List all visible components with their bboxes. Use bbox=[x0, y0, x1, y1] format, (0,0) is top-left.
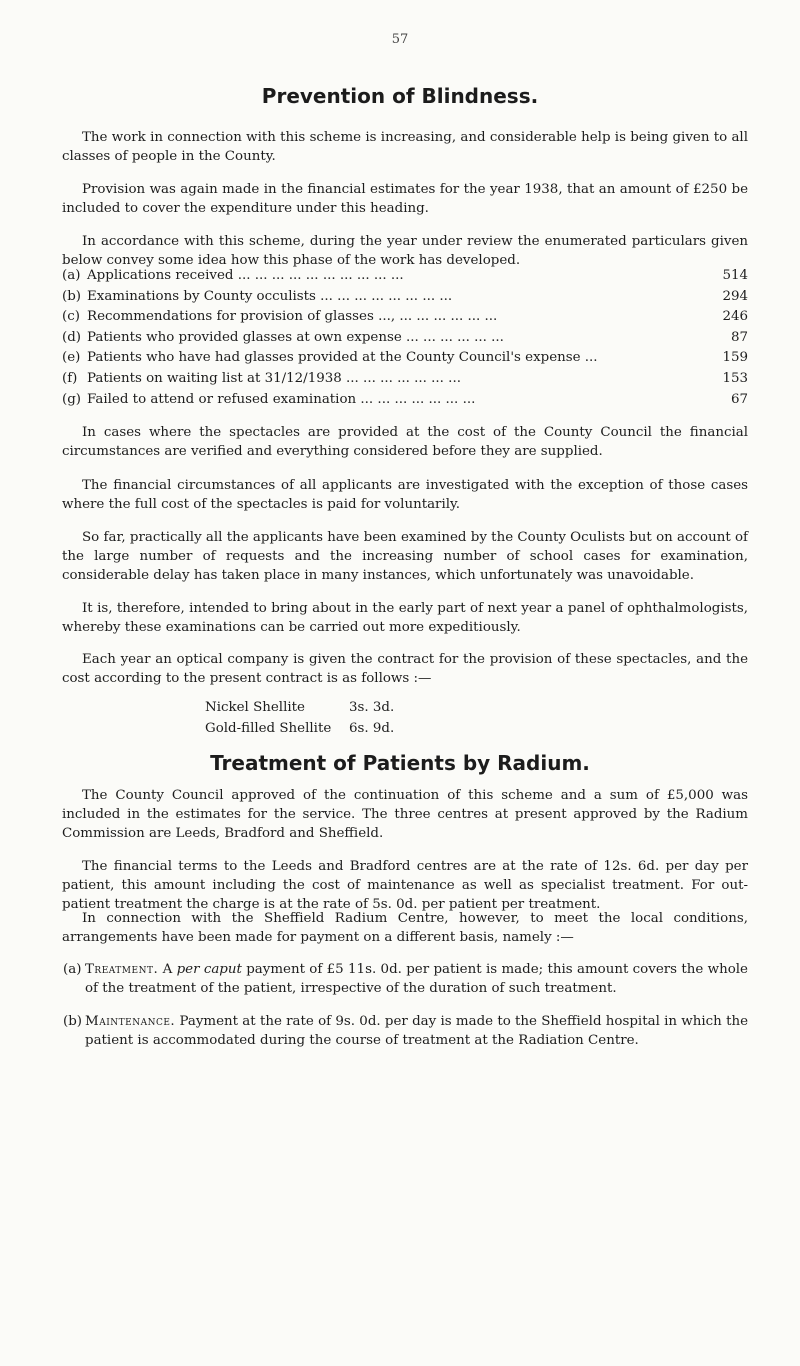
sub-item-key: (a) bbox=[63, 962, 82, 977]
list-item bbox=[62, 392, 748, 413]
price-value: 3s. 3d. bbox=[349, 700, 395, 715]
item-label: Examinations by County occulists ... ... ... ... ... ... ... ... bbox=[87, 288, 453, 304]
sub-item-heading: Maintenance. bbox=[85, 1014, 176, 1029]
sub-item-treatment bbox=[63, 960, 748, 998]
sub-item-key: (b) bbox=[63, 1014, 83, 1029]
list-item bbox=[62, 330, 748, 351]
item-label: Patients who provided glasses at own expense ... ... ... ... ... ... bbox=[87, 329, 504, 345]
sub-item-text: A bbox=[162, 962, 177, 977]
paragraph: In accordance with this scheme, during the year under review the enumerated particulars given below convey some idea how this phase of the work has developed. bbox=[62, 234, 748, 268]
item-value: 294 bbox=[722, 288, 748, 304]
paragraph: The work in connection with this scheme is increasing, and considerable help is being given to all classes of people in the County. bbox=[62, 130, 748, 164]
item-value: 87 bbox=[730, 329, 748, 345]
item-key: (e) bbox=[62, 350, 81, 366]
item-value: 153 bbox=[722, 370, 748, 386]
sub-item-maintenance bbox=[63, 1012, 748, 1050]
item-label: Recommendations for provision of glasses ..., ... ... ... ... ... ... bbox=[87, 309, 498, 325]
item-key: (d) bbox=[62, 329, 82, 345]
section-title-blindness: Prevention of Blindness. bbox=[261, 84, 539, 108]
item-key: (f) bbox=[62, 370, 78, 386]
item-key: (c) bbox=[62, 309, 80, 325]
paragraph: The financial terms to the Leeds and Bradford centres are at the rate of 12s. 6d. per day per patient, this amount including the cost of maintenance as well as specialist treatment. For out-patient treatment the charge is at the rate of 5s. 0d. per patient per treatment. bbox=[62, 859, 748, 912]
list-item bbox=[62, 289, 748, 310]
sub-item-text: Payment at the rate of 9s. 0d. per day is made to the Sheffield hospital in which the patient is accommodated during the course of treatment at the Radiation Centre. bbox=[85, 1014, 748, 1048]
list-item bbox=[62, 371, 748, 392]
sub-item-text: payment of £5 11s. 0d. per patient is made; this amount covers the whole of the treatment of the patient, irrespective of the duration of such treatment. bbox=[85, 962, 748, 996]
section-title-radium: Treatment of Patients by Radium. bbox=[210, 751, 590, 775]
item-label: Patients on waiting list at 31/12/1938 ... ... ... ... ... ... ... bbox=[87, 370, 461, 386]
list-item bbox=[62, 268, 748, 289]
item-value: 159 bbox=[722, 350, 748, 366]
paragraph: In cases where the spectacles are provided at the cost of the County Council the financial circumstances are verified and everything considered before they are supplied. bbox=[62, 425, 748, 459]
sub-item-italic: per caput bbox=[176, 962, 242, 977]
paragraph: The financial circumstances of all applicants are investigated with the exception of those cases where the full cost of the spectacles is paid for voluntarily. bbox=[62, 478, 748, 512]
item-value: 67 bbox=[730, 391, 748, 407]
item-label: Applications received ... ... ... ... ... ... ... ... ... ... bbox=[87, 268, 404, 283]
particulars-list bbox=[62, 268, 748, 412]
item-value: 246 bbox=[722, 309, 748, 325]
sub-item-heading: Treatment. bbox=[85, 962, 159, 977]
price-value: 6s. 9d. bbox=[349, 721, 395, 736]
item-key: (a) bbox=[62, 268, 81, 283]
item-label: Failed to attend or refused examination ... ... ... ... ... ... ... bbox=[87, 391, 476, 407]
list-item bbox=[62, 309, 748, 330]
list-item bbox=[62, 350, 748, 371]
price-name: Nickel Shellite bbox=[205, 700, 305, 715]
item-label: Patients who have had glasses provided at the County Council's expense ... bbox=[87, 350, 598, 366]
item-key: (b) bbox=[62, 288, 82, 304]
paragraph: It is, therefore, intended to bring about in the early part of next year a panel of ophthalmologists, whereby these examinations can be carried out more expeditiously. bbox=[62, 601, 748, 635]
item-value: 514 bbox=[722, 268, 748, 283]
item-key: (g) bbox=[62, 391, 82, 407]
price-name: Gold-filled Shellite bbox=[205, 721, 332, 736]
paragraph: Each year an optical company is given the contract for the provision of these spectacles, and the cost according to the present contract is as follows :— bbox=[62, 652, 748, 686]
paragraph: So far, practically all the applicants have been examined by the County Oculists but on account of the large number of requests and the increasing number of school cases for examination, considerable delay has taken place in many instances, which unfortunately was unavoidable. bbox=[62, 530, 748, 583]
paragraph: Provision was again made in the financial estimates for the year 1938, that an amount of £250 be included to cover the expenditure under this heading. bbox=[62, 182, 748, 216]
paragraph: The County Council approved of the continuation of this scheme and a sum of £5,000 was included in the estimates for the service. The three centres at present approved by the Radium Commission are Leeds, Bradford and Sheffield. bbox=[62, 788, 748, 841]
paragraph: In connection with the Sheffield Radium Centre, however, to meet the local conditions, arrangements have been made for payment on a different basis, namely :— bbox=[62, 911, 748, 945]
page-number: 57 bbox=[391, 32, 409, 47]
